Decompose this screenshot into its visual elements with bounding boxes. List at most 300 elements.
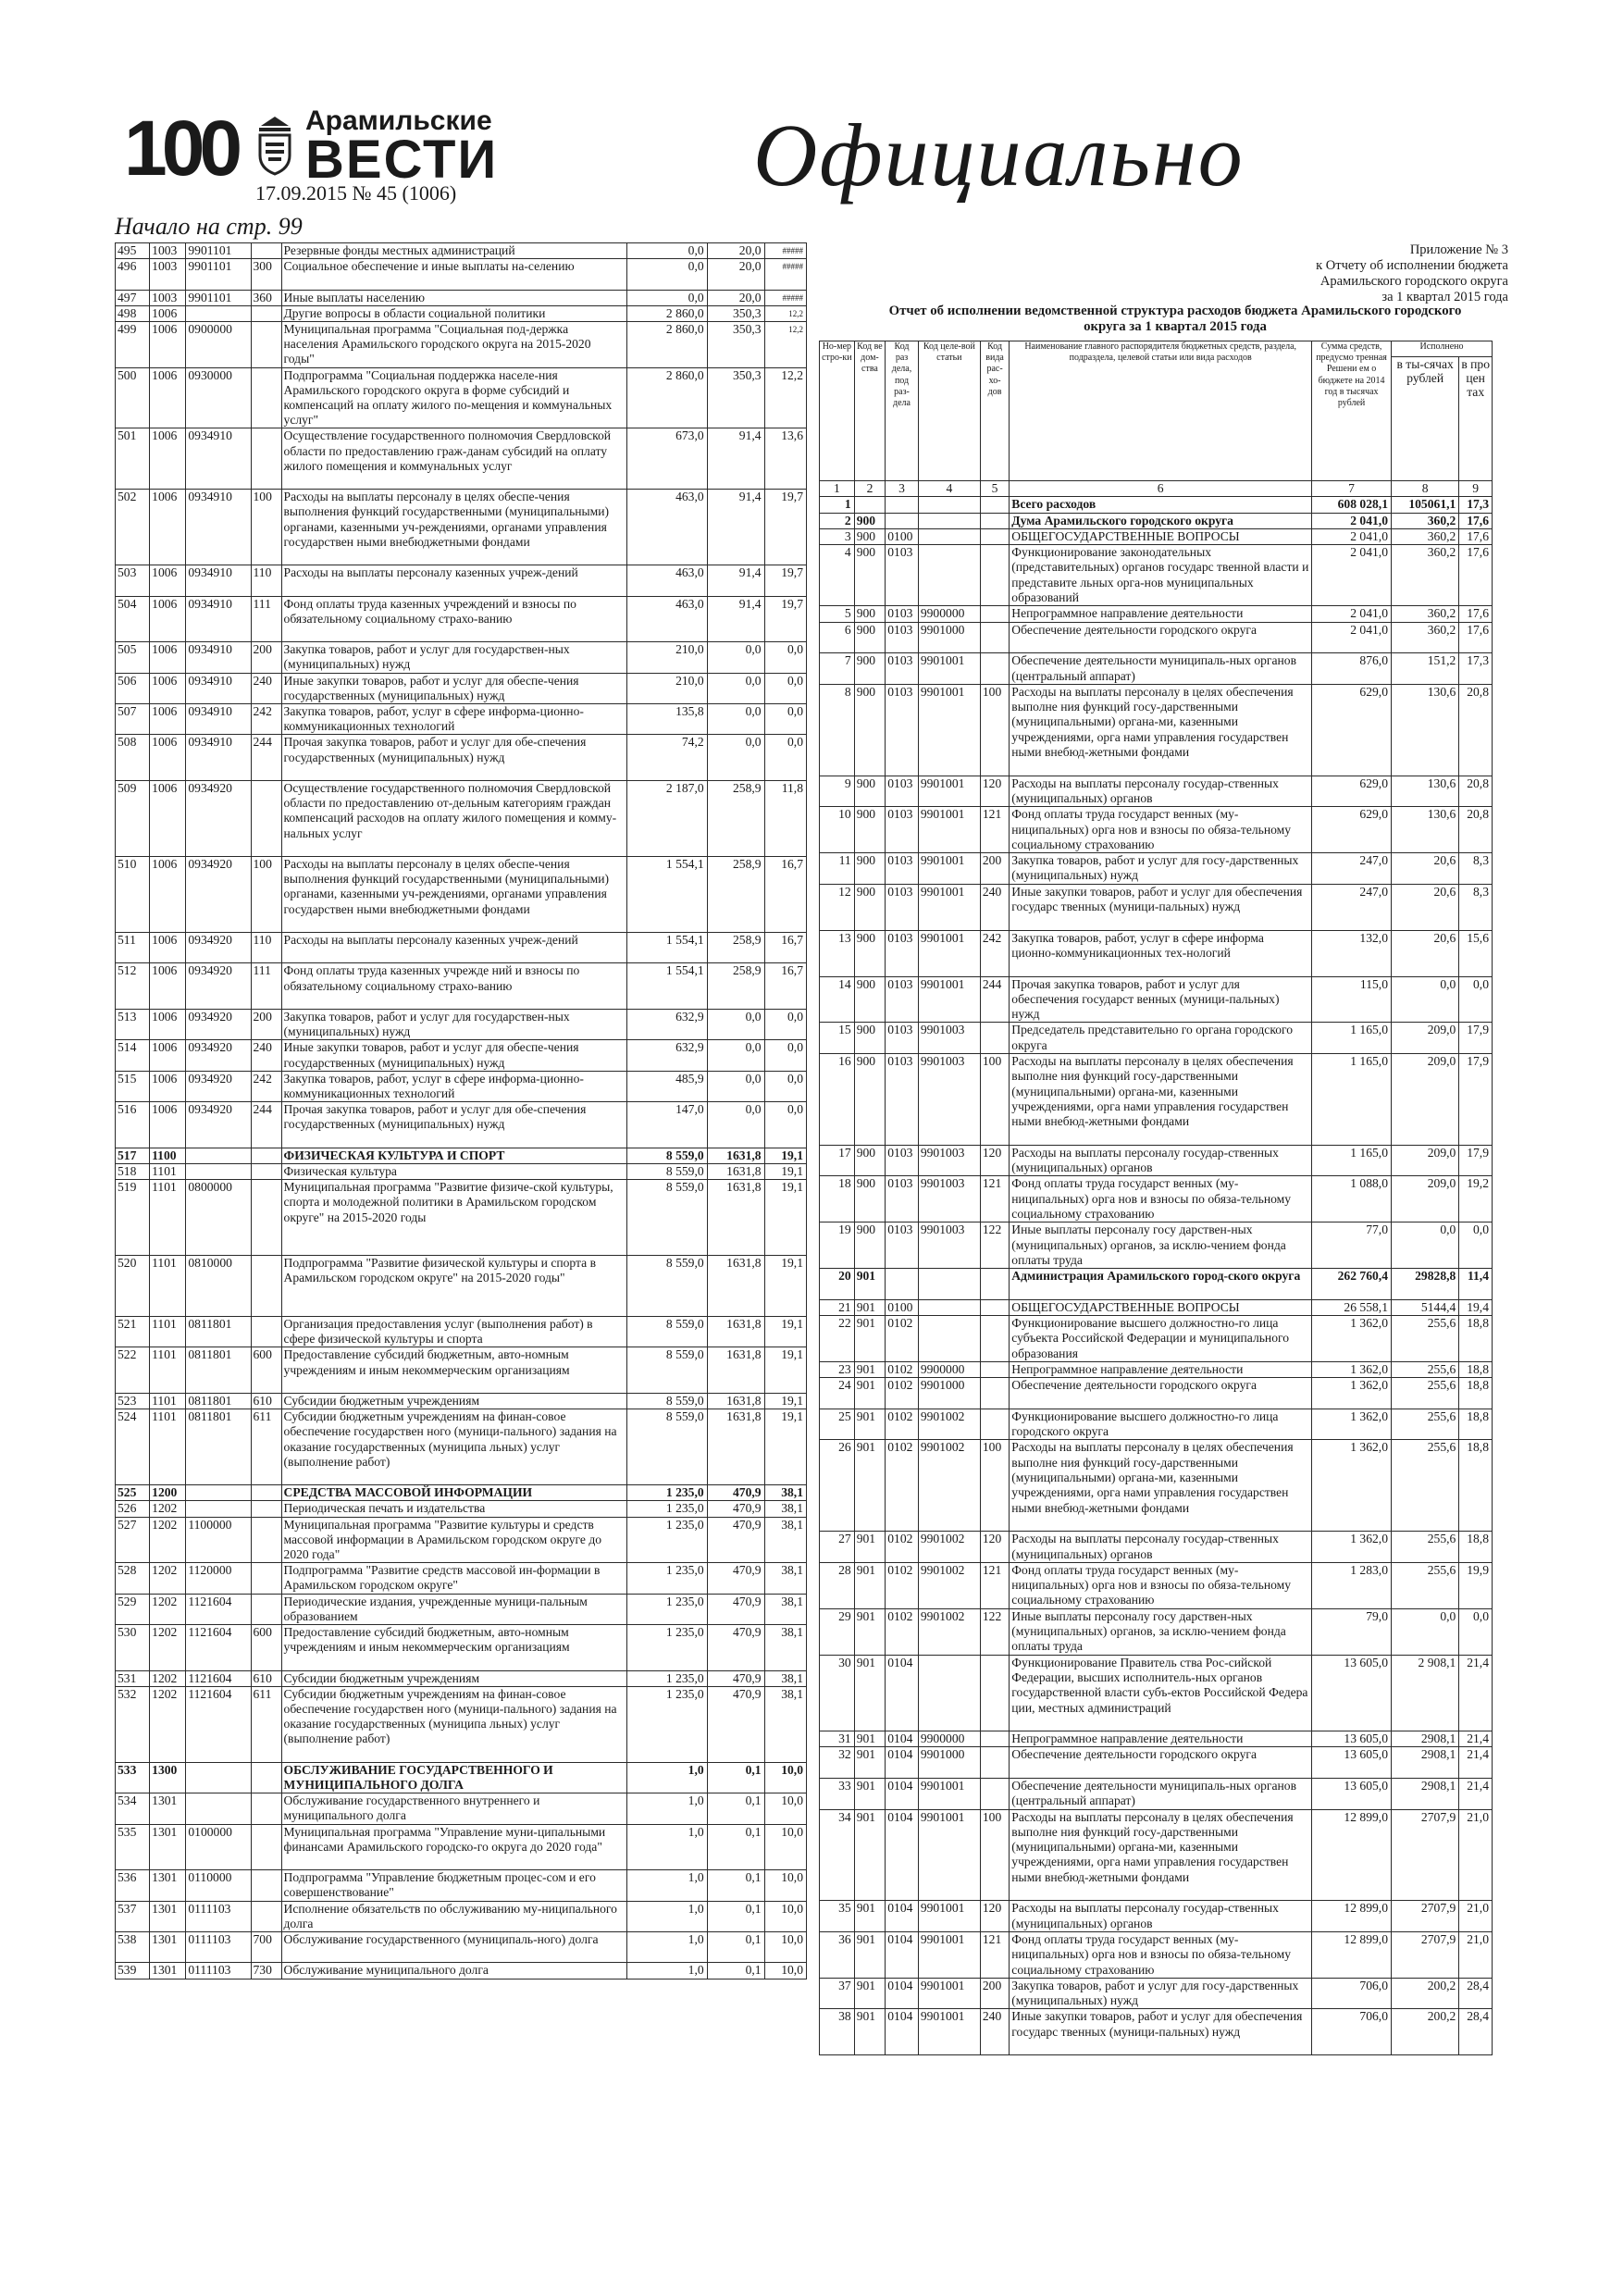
expense-type-code	[251, 1594, 281, 1624]
row-number: 36	[820, 1931, 855, 1978]
table-row	[116, 1563, 807, 1594]
planned-amount: 1 362,0	[1312, 1409, 1392, 1440]
razdel-code: 0100	[886, 1299, 919, 1315]
expense-type-code: 200	[980, 853, 1009, 885]
executed-percent: 21,0	[1459, 1931, 1493, 1978]
table-row	[820, 1378, 1493, 1409]
target-code: 9900000	[918, 1361, 980, 1377]
item-name: Расходы на выплаты персоналу в целях обеспечения выполне ния функций госу-дарственными (муниципальными) органа-ми, казенными учреждениями, орга нами управления государствен ными внебюд-жетными фондами	[1010, 1809, 1312, 1901]
planned-amount: 1 235,0	[627, 1625, 708, 1671]
razdel-code: 0104	[886, 1901, 919, 1932]
vedom-code: 901	[854, 1978, 886, 2009]
table-row	[820, 1931, 1493, 1978]
item-name: Субсидии бюджетным учреждениям на финан-совое обеспечение государствен ного (муници-пального) задания на оказание государственных (муниципа льных) услуг (выполнение работ)	[281, 1686, 627, 1762]
table-row	[820, 1532, 1493, 1563]
target-code: 0900000	[186, 322, 251, 368]
target-code: 0811801	[186, 1317, 251, 1347]
section-code: 1006	[150, 428, 186, 490]
target-code: 9901000	[918, 1378, 980, 1409]
planned-amount: 8 559,0	[627, 1256, 708, 1317]
razdel-code: 0103	[886, 807, 919, 853]
planned-amount: 1 235,0	[627, 1501, 708, 1517]
expense-type-code: 100	[980, 1440, 1009, 1532]
item-name: Фонд оплаты труда государст венных (му-ниципальных) орга нов и взносы по обяза-тельному социальному страхованию	[1010, 1931, 1312, 1978]
continued-note: Начало на стр. 99	[115, 213, 303, 240]
target-code: 9901003	[918, 1054, 980, 1146]
planned-amount: 1 235,0	[627, 1563, 708, 1594]
item-name: Непрограммное направление деятельности	[1010, 606, 1312, 622]
target-code: 0934910	[186, 428, 251, 490]
expense-type-code: 240	[980, 884, 1009, 930]
expense-type-code	[251, 781, 281, 857]
expense-type-code	[980, 1023, 1009, 1054]
row-number: 504	[116, 596, 150, 642]
razdel-code: 0103	[886, 1176, 919, 1222]
item-name: Фонд оплаты труда казенных учреждений и взносы по обязательному социальному страхо-ванию	[281, 596, 627, 642]
executed-percent: 17,9	[1459, 1145, 1493, 1176]
item-name: Иные закупки товаров, работ и услуг для обеспе-чения государственных (муниципальных) нужд	[281, 673, 627, 703]
target-code	[186, 1164, 251, 1180]
executed-amount: 200,2	[1392, 1978, 1459, 2009]
executed-amount: 2908,1	[1392, 1731, 1459, 1747]
planned-amount: 485,9	[627, 1071, 708, 1101]
expense-type-code: 600	[251, 1625, 281, 1671]
planned-amount: 0,0	[627, 243, 708, 259]
expense-type-code	[980, 1409, 1009, 1440]
section-code: 1101	[150, 1394, 186, 1409]
expense-type-code: 700	[251, 1932, 281, 1963]
item-name: Субсидии бюджетным учреждениям на финан-совое обеспечение государствен ного (муници-пального) задания на оказание государственных (муниципа льных) услуг (выполнение работ)	[281, 1409, 627, 1485]
expense-type-code	[251, 1164, 281, 1180]
row-number: 534	[116, 1793, 150, 1824]
header-name: Наименование главного распорядителя бюджетных средств, раздела, подраздела, целевой статьи или вида расходов	[1010, 341, 1312, 481]
executed-amount: 209,0	[1392, 1023, 1459, 1054]
expense-type-code: 610	[251, 1394, 281, 1409]
planned-amount: 1,0	[627, 1932, 708, 1963]
planned-amount: 1 165,0	[1312, 1145, 1392, 1176]
executed-percent: 0,0	[764, 673, 806, 703]
vedom-code: 900	[854, 1145, 886, 1176]
item-name: Предоставление субсидий бюджетным, авто-номным учреждениям и иным некоммерческим организациям	[281, 1625, 627, 1671]
row-number: 500	[116, 367, 150, 428]
razdel-code: 0103	[886, 1145, 919, 1176]
row-number: 513	[116, 1010, 150, 1040]
executed-amount: 0,0	[707, 704, 764, 735]
executed-percent: #####	[764, 243, 806, 259]
executed-amount: 0,0	[1392, 1608, 1459, 1655]
planned-amount: 8 559,0	[627, 1394, 708, 1409]
executed-percent: 11,8	[764, 781, 806, 857]
planned-amount: 8 559,0	[627, 1347, 708, 1394]
planned-amount: 629,0	[1312, 807, 1392, 853]
table-row	[116, 1762, 807, 1793]
expense-type-code: 610	[251, 1670, 281, 1686]
razdel-code: 0103	[886, 776, 919, 807]
expense-type-code: 100	[980, 1809, 1009, 1901]
table-row	[116, 1625, 807, 1671]
executed-amount: 0,0	[707, 1102, 764, 1148]
item-name: Осуществление государственного полномочия Свердловской области по предоставлению от-дельным категориям граждан компенсаций расходов на оплату жилого помещения и комму-нальных услуг	[281, 781, 627, 857]
razdel-code: 0103	[886, 976, 919, 1023]
expense-type-code: 100	[251, 857, 281, 933]
column-number: 6	[1010, 481, 1312, 497]
razdel-code: 0103	[886, 930, 919, 976]
item-name: Обеспечение деятельности муниципаль-ных органов (центральный аппарат)	[1010, 653, 1312, 685]
planned-amount: 1 235,0	[627, 1670, 708, 1686]
razdel-code: 0102	[886, 1532, 919, 1563]
vedom-code: 901	[854, 1562, 886, 1608]
expense-type-code	[251, 305, 281, 321]
vedom-code: 901	[854, 1316, 886, 1362]
target-code: 9901000	[918, 1747, 980, 1779]
executed-amount: 470,9	[707, 1670, 764, 1686]
executed-percent: 20,8	[1459, 776, 1493, 807]
item-name: Председатель представительно го органа городского округа	[1010, 1023, 1312, 1054]
column-number: 2	[854, 481, 886, 497]
target-code: 0111103	[186, 1932, 251, 1963]
planned-amount: 1 235,0	[627, 1594, 708, 1624]
expense-type-code: 244	[251, 1102, 281, 1148]
table-row	[820, 807, 1493, 853]
section-code: 1006	[150, 933, 186, 963]
expense-type-code: 360	[251, 290, 281, 305]
vedom-code: 900	[854, 1222, 886, 1269]
expense-type-code	[980, 1316, 1009, 1362]
executed-amount: 20,6	[1392, 930, 1459, 976]
target-code: 9901001	[918, 976, 980, 1023]
executed-amount: 130,6	[1392, 807, 1459, 853]
executed-amount: 209,0	[1392, 1054, 1459, 1146]
table-row	[116, 1686, 807, 1762]
row-number: 17	[820, 1145, 855, 1176]
target-code: 9901001	[918, 1931, 980, 1978]
row-number: 30	[820, 1655, 855, 1731]
expense-type-code: 200	[251, 642, 281, 673]
planned-amount: 13 605,0	[1312, 1731, 1392, 1747]
row-number: 8	[820, 684, 855, 776]
table-row	[116, 1040, 807, 1071]
row-number: 536	[116, 1870, 150, 1901]
report-title	[814, 304, 1536, 335]
row-number: 515	[116, 1071, 150, 1101]
executed-percent: 17,3	[1459, 653, 1493, 685]
row-number: 4	[820, 545, 855, 606]
table-row	[820, 1562, 1493, 1608]
section-code: 1003	[150, 259, 186, 290]
executed-amount: 209,0	[1392, 1176, 1459, 1222]
row-number: 37	[820, 1978, 855, 2009]
table-row	[820, 1409, 1493, 1440]
executed-percent: 38,1	[764, 1517, 806, 1563]
planned-amount: 12 899,0	[1312, 1931, 1392, 1978]
executed-percent: 38,1	[764, 1625, 806, 1671]
table-row	[820, 684, 1493, 776]
row-number: 38	[820, 2009, 855, 2055]
executed-amount: 1631,8	[707, 1148, 764, 1163]
table-row	[820, 1316, 1493, 1362]
executed-percent: 19,1	[764, 1394, 806, 1409]
row-number: 509	[116, 781, 150, 857]
item-name: Иные закупки товаров, работ и услуг для обеспе-чения государственных (муниципальных) нужд	[281, 1040, 627, 1071]
item-name: Обслуживание государственного (муниципаль-ного) долга	[281, 1932, 627, 1963]
executed-percent: 38,1	[764, 1594, 806, 1624]
expense-type-code	[251, 1762, 281, 1793]
target-code	[918, 545, 980, 606]
executed-amount: 91,4	[707, 490, 764, 565]
executed-percent: 10,0	[764, 1963, 806, 1979]
section-code: 1006	[150, 596, 186, 642]
table-row	[116, 1793, 807, 1824]
vedom-code: 901	[854, 1440, 886, 1532]
row-number: 511	[116, 933, 150, 963]
table-row	[116, 1409, 807, 1485]
expense-type-code: 120	[980, 776, 1009, 807]
item-name: Закупка товаров, работ, услуг в сфере информа-ционно-коммуникационных технологий	[281, 704, 627, 735]
item-name: Расходы на выплаты персоналу в целях обеспе-чения выполнения функций государственными (муниципальными) органами, казенными уч-реждениями, органами управления государствен ными внебюджетными фондами	[281, 857, 627, 933]
table-row	[116, 933, 807, 963]
report-title-line: округа за 1 квартал 2015 года	[1084, 319, 1267, 334]
item-name: Социальное обеспечение и иные выплаты на-селению	[281, 259, 627, 290]
planned-amount: 608 028,1	[1312, 497, 1392, 513]
executed-percent: 16,7	[764, 857, 806, 933]
expense-type-code: 242	[980, 930, 1009, 976]
row-number: 503	[116, 565, 150, 596]
planned-amount: 2 860,0	[627, 367, 708, 428]
expense-type-code: 120	[980, 1901, 1009, 1932]
razdel-code: 0102	[886, 1409, 919, 1440]
item-name: ОБЩЕГОСУДАРСТВЕННЫЕ ВОПРОСЫ	[1010, 528, 1312, 544]
planned-amount: 706,0	[1312, 1978, 1392, 2009]
issue-date: 17.09.2015 № 45 (1006)	[255, 181, 457, 205]
vedom-code: 900	[854, 884, 886, 930]
razdel-code: 0103	[886, 606, 919, 622]
row-number: 499	[116, 322, 150, 368]
table-row	[820, 1731, 1493, 1747]
expense-type-code	[251, 1256, 281, 1317]
expense-type-code	[251, 1317, 281, 1347]
section-code: 1003	[150, 243, 186, 259]
planned-amount: 247,0	[1312, 853, 1392, 885]
item-name: Функционирование высшего должностно-го лица субъекта Российской Федерации и муниципального образования	[1010, 1316, 1312, 1362]
expense-type-code	[251, 367, 281, 428]
vedom-code: 900	[854, 545, 886, 606]
row-number: 26	[820, 1440, 855, 1532]
executed-amount: 255,6	[1392, 1440, 1459, 1532]
vedom-code: 900	[854, 684, 886, 776]
table-row	[116, 1347, 807, 1394]
planned-amount: 8 559,0	[627, 1180, 708, 1256]
executed-amount: 1631,8	[707, 1164, 764, 1180]
target-code: 9901001	[918, 1901, 980, 1932]
expense-type-code	[251, 322, 281, 368]
row-number: 516	[116, 1102, 150, 1148]
expense-type-code: 110	[251, 933, 281, 963]
razdel-code	[886, 513, 919, 528]
table-row	[820, 497, 1493, 513]
table-row	[820, 653, 1493, 685]
target-code	[918, 1316, 980, 1362]
table-row	[116, 259, 807, 290]
table-row	[116, 1317, 807, 1347]
expense-type-code	[980, 1747, 1009, 1779]
planned-amount: 1 165,0	[1312, 1023, 1392, 1054]
table-row	[116, 490, 807, 565]
item-name: Функционирование высшего должностно-го лица городского округа	[1010, 1409, 1312, 1440]
target-code: 0934920	[186, 1071, 251, 1101]
item-name: Обеспечение деятельности городского округа	[1010, 1747, 1312, 1779]
planned-amount: 1,0	[627, 1824, 708, 1870]
executed-percent: 8,3	[1459, 884, 1493, 930]
razdel-code: 0104	[886, 1809, 919, 1901]
row-number: 3	[820, 528, 855, 544]
row-number: 28	[820, 1562, 855, 1608]
expense-type-code	[251, 1501, 281, 1517]
executed-amount: 1631,8	[707, 1347, 764, 1394]
target-code: 9901002	[918, 1608, 980, 1655]
razdel-code: 0103	[886, 1054, 919, 1146]
vedom-code: 901	[854, 1299, 886, 1315]
executed-amount: 470,9	[707, 1501, 764, 1517]
item-name: Всего расходов	[1010, 497, 1312, 513]
row-number: 34	[820, 1809, 855, 1901]
executed-amount: 0,1	[707, 1762, 764, 1793]
razdel-code: 0104	[886, 1747, 919, 1779]
vedom-code: 900	[854, 1176, 886, 1222]
expense-type-code: 121	[980, 807, 1009, 853]
planned-amount: 1 362,0	[1312, 1440, 1392, 1532]
razdel-code: 0103	[886, 1023, 919, 1054]
executed-amount: 2 908,1	[1392, 1655, 1459, 1731]
vedom-code: 901	[854, 1931, 886, 1978]
executed-amount: 1631,8	[707, 1180, 764, 1256]
executed-percent: 0,0	[1459, 1608, 1493, 1655]
vedom-code: 901	[854, 1731, 886, 1747]
vedom-code: 900	[854, 513, 886, 528]
vedom-code: 901	[854, 1361, 886, 1377]
executed-percent: 12,2	[764, 305, 806, 321]
razdel-code: 0102	[886, 1608, 919, 1655]
header-executed-thousands: в ты-сячах рублей	[1392, 357, 1459, 481]
section-code: 1006	[150, 704, 186, 735]
expense-type-code	[980, 1779, 1009, 1810]
planned-amount: 13 605,0	[1312, 1747, 1392, 1779]
row-number: 19	[820, 1222, 855, 1269]
target-code: 0934920	[186, 963, 251, 1010]
target-code: 9901001	[918, 684, 980, 776]
section-code: 1200	[150, 1485, 186, 1501]
coat-of-arms-icon	[255, 113, 294, 178]
table-row	[820, 622, 1493, 653]
anniversary-number: 100	[124, 105, 238, 192]
planned-amount: 1,0	[627, 1793, 708, 1824]
target-code	[918, 528, 980, 544]
target-code: 9901101	[186, 290, 251, 305]
planned-amount: 463,0	[627, 596, 708, 642]
planned-amount: 629,0	[1312, 776, 1392, 807]
expense-type-code	[251, 1563, 281, 1594]
executed-percent: 10,0	[764, 1870, 806, 1901]
executed-percent: 20,8	[1459, 807, 1493, 853]
table-row	[820, 1779, 1493, 1810]
row-number: 22	[820, 1316, 855, 1362]
table-row	[116, 735, 807, 781]
header-vedom-code: Код ве дом-ства	[854, 341, 886, 481]
executed-amount: 350,3	[707, 367, 764, 428]
expense-type-code	[980, 1299, 1009, 1315]
section-code: 1006	[150, 963, 186, 1010]
razdel-code: 0103	[886, 684, 919, 776]
executed-amount: 360,2	[1392, 606, 1459, 622]
row-number: 20	[820, 1269, 855, 1300]
expense-type-code: 100	[980, 1054, 1009, 1146]
section-code: 1006	[150, 1071, 186, 1101]
expense-type-code: 300	[251, 259, 281, 290]
target-code: 9901001	[918, 653, 980, 685]
executed-amount: 2908,1	[1392, 1779, 1459, 1810]
expense-type-code: 121	[980, 1931, 1009, 1978]
executed-amount: 255,6	[1392, 1316, 1459, 1362]
planned-amount: 210,0	[627, 642, 708, 673]
row-number: 32	[820, 1747, 855, 1779]
planned-amount: 132,0	[1312, 930, 1392, 976]
planned-amount: 1 235,0	[627, 1485, 708, 1501]
vedom-code: 901	[854, 1269, 886, 1300]
executed-amount: 470,9	[707, 1563, 764, 1594]
row-number: 497	[116, 290, 150, 305]
executed-percent: 11,4	[1459, 1269, 1493, 1300]
section-code: 1101	[150, 1164, 186, 1180]
item-name: Обеспечение деятельности городского округа	[1010, 622, 1312, 653]
executed-percent: 0,0	[764, 1071, 806, 1101]
target-code: 9901101	[186, 259, 251, 290]
executed-percent: 19,1	[764, 1317, 806, 1347]
item-name: Расходы на выплаты персоналу в целях обеспечения выполне ния функций госу-дарственными (муниципальными) органа-ми, казенными учреждениями, орга нами управления государствен ными внебюд-жетными фондами	[1010, 1440, 1312, 1532]
expense-type-code	[980, 622, 1009, 653]
table-row	[116, 963, 807, 1010]
item-name: Обслуживание государственного внутреннего и муниципального долга	[281, 1793, 627, 1824]
executed-percent: 0,0	[764, 704, 806, 735]
item-name: Подпрограмма "Социальная поддержка населе-ния Арамильского городского округа в форме субсидий и компенсаций на оплату жилого по-мещения и коммунальных услуг"	[281, 367, 627, 428]
section-code: 1202	[150, 1594, 186, 1624]
expense-type-code	[980, 545, 1009, 606]
planned-amount: 1 362,0	[1312, 1378, 1392, 1409]
section-code: 1006	[150, 367, 186, 428]
item-name: Иные закупки товаров, работ и услуг для обеспечения государс твенных (муници-пальных) нужд	[1010, 884, 1312, 930]
masthead	[115, 102, 1262, 204]
expense-type-code	[251, 243, 281, 259]
planned-amount: 74,2	[627, 735, 708, 781]
table-row	[820, 1269, 1493, 1300]
planned-amount: 1 554,1	[627, 933, 708, 963]
table-row	[116, 322, 807, 368]
target-code: 1120000	[186, 1563, 251, 1594]
expense-type-code: 111	[251, 596, 281, 642]
table-row	[820, 1901, 1493, 1932]
vedom-code: 900	[854, 653, 886, 685]
item-name: Фонд оплаты труда государст венных (му-ниципальных) орга нов и взносы по обяза-тельному социальному страхованию	[1010, 1562, 1312, 1608]
razdel-code: 0104	[886, 1655, 919, 1731]
razdel-code	[886, 1269, 919, 1300]
executed-amount: 0,0	[707, 1071, 764, 1101]
planned-amount: 12 899,0	[1312, 1809, 1392, 1901]
executed-amount: 470,9	[707, 1625, 764, 1671]
item-name: Администрация Арамильского город-ского округа	[1010, 1269, 1312, 1300]
expense-type-code	[980, 497, 1009, 513]
executed-amount: 470,9	[707, 1594, 764, 1624]
planned-amount: 147,0	[627, 1102, 708, 1148]
executed-percent: 19,1	[764, 1180, 806, 1256]
header-row-number: Но-мер стро-ки	[820, 341, 855, 481]
